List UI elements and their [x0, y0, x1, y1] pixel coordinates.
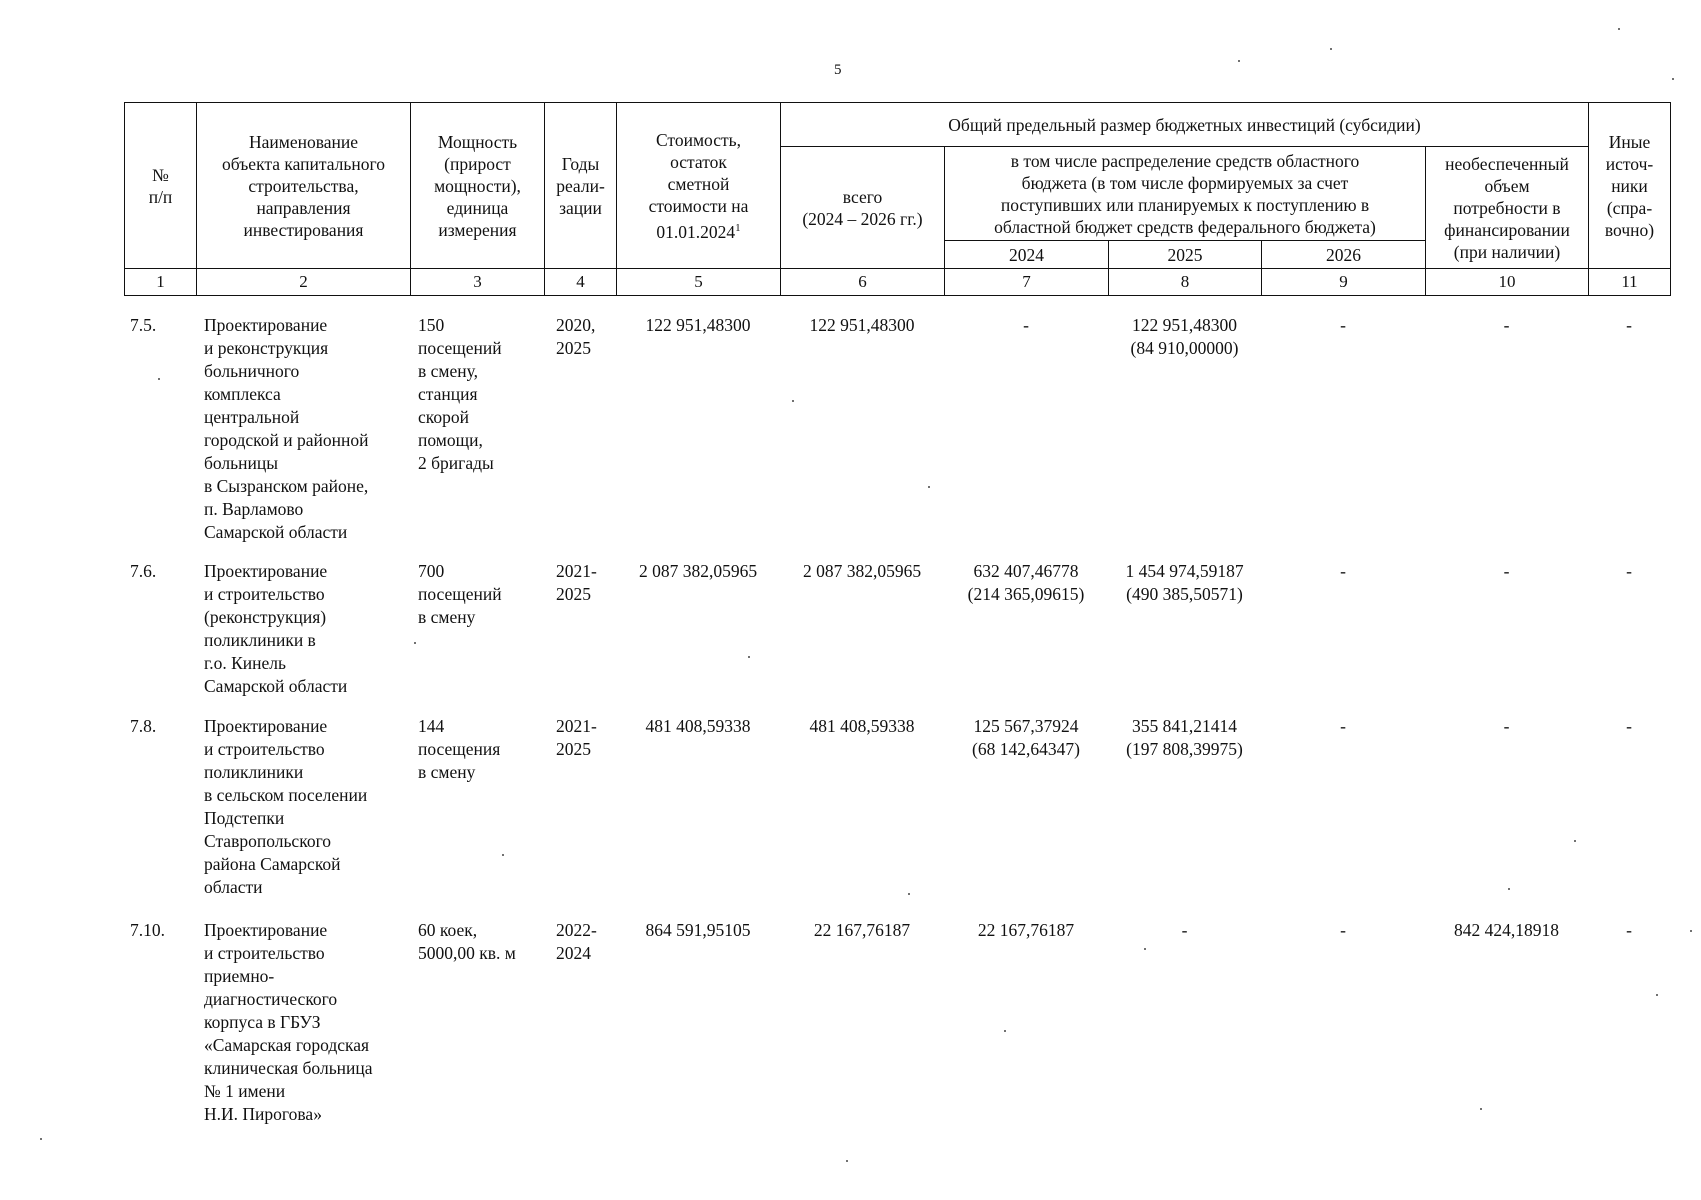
cell-name-line: Подстепки: [204, 808, 285, 828]
cell-name-line: больничного: [204, 361, 300, 381]
header-line: инвестирования: [243, 219, 364, 240]
table-row: [124, 560, 1670, 715]
cell-name: [196, 715, 410, 919]
cell-cost-line: 864 591,95105: [645, 920, 751, 940]
cell-other: [1588, 560, 1670, 715]
header-line: №: [152, 164, 169, 185]
header-line: потребности в: [1453, 197, 1561, 218]
cell-capacity: [410, 919, 544, 1149]
cell-2025: [1108, 715, 1261, 919]
header-line: в том числе распределение средств областного: [1010, 150, 1360, 171]
cell-2025-line: (490 385,50571): [1126, 584, 1243, 604]
header-line: объекта капитального: [222, 153, 385, 174]
cell-name-line: и строительство: [204, 943, 325, 963]
cell-total-line: 2 087 382,05965: [802, 561, 922, 581]
cell-2024-line: 22 167,76187: [977, 920, 1075, 940]
cell-name-line: и строительство: [204, 584, 325, 604]
header-line: реали-: [556, 175, 605, 196]
header-line: (прирост: [444, 153, 511, 174]
cell-2026: [1261, 715, 1425, 919]
cell-2025-line: (197 808,39975): [1126, 739, 1243, 759]
cell-num-line: 7.5.: [130, 315, 157, 335]
table-row: [124, 715, 1670, 919]
cell-total: [780, 715, 944, 919]
cell-capacity-line: 5000,00 кв. м: [418, 943, 516, 963]
cell-other-line: -: [1626, 716, 1632, 736]
cell-capacity-line: 150: [418, 315, 445, 335]
cell-years: [544, 919, 616, 1149]
cell-capacity-line: посещений: [418, 338, 502, 358]
cell-unsecured-line: -: [1503, 716, 1510, 736]
cell-capacity-line: 700: [418, 561, 445, 581]
cell-num: [124, 715, 196, 919]
header-line: сметной: [667, 173, 730, 194]
cell-unsecured: [1425, 715, 1588, 919]
cell-cost: [616, 314, 780, 560]
header-group-title: Общий предельный размер бюджетных инвестиций (субсидии): [781, 103, 1589, 147]
cell-2024-line: -: [1023, 315, 1029, 335]
header-capacity: [411, 103, 545, 269]
cell-years: [544, 715, 616, 919]
header-line: 01.01.2024$^1$: [656, 221, 741, 242]
header-line: остаток: [670, 151, 727, 172]
cell-2024: [944, 560, 1108, 715]
header-years: [545, 103, 617, 269]
cell-name-line: городской и районной: [204, 430, 369, 450]
cell-2026-line: -: [1340, 315, 1346, 335]
header-line: (спра-: [1606, 197, 1653, 218]
cell-2026: [1261, 560, 1425, 715]
cell-unsecured: [1425, 919, 1588, 1149]
cell-cost-line: 481 408,59338: [645, 716, 751, 736]
cell-name-line: Самарской области: [204, 676, 348, 696]
header-year-2024: 2024: [945, 241, 1109, 269]
cell-2026-line: -: [1340, 920, 1346, 940]
cell-name-line: Проектирование: [204, 920, 328, 940]
cell-cost: [616, 715, 780, 919]
cell-2025-line: -: [1181, 920, 1188, 940]
cell-name-line: приемно-: [204, 966, 275, 986]
cell-2024-line: 125 567,37924: [973, 716, 1079, 736]
header-line: мощности),: [434, 175, 521, 196]
cell-num-line: 7.10.: [130, 920, 165, 940]
header-cost: [617, 103, 781, 269]
cell-capacity: [410, 560, 544, 715]
cell-total: [780, 560, 944, 715]
cell-2025-line: 355 841,21414: [1132, 716, 1237, 736]
cell-capacity-line: в смену: [418, 607, 476, 627]
cell-other: [1588, 919, 1670, 1149]
cell-capacity: [410, 715, 544, 919]
header-line: п/п: [148, 186, 173, 207]
table-row: [124, 919, 1670, 1149]
cell-name: [196, 919, 410, 1149]
cell-2024-line: (214 365,09615): [967, 584, 1085, 604]
cell-name-line: и строительство: [204, 739, 325, 759]
header-line: единица: [446, 197, 509, 218]
cell-name-line: диагностического: [204, 989, 338, 1009]
header-name: [197, 103, 411, 269]
cell-capacity-line: скорой: [418, 407, 469, 427]
cell-name-line: центральной: [204, 407, 300, 427]
cell-total-line: 122 951,48300: [809, 315, 915, 335]
cell-cost-line: 2 087 382,05965: [638, 561, 758, 581]
header-line: областной бюджет средств федерального бюджета): [994, 216, 1376, 237]
cell-name-line: и реконструкция: [204, 338, 329, 358]
cell-2024: [944, 919, 1108, 1149]
cell-name-line: области: [204, 877, 263, 897]
column-number: 3: [411, 269, 545, 296]
cell-total: [780, 919, 944, 1149]
cell-name-line: п. Варламово: [204, 499, 304, 519]
cell-2024: [944, 715, 1108, 919]
header-line: (2024 – 2026 гг.): [802, 208, 923, 229]
page-number: 5: [834, 62, 842, 78]
cell-num: [124, 919, 196, 1149]
cell-2025: [1108, 560, 1261, 715]
header-num: [125, 103, 197, 269]
cell-2026: [1261, 919, 1425, 1149]
cell-num: [124, 560, 196, 715]
cell-unsecured-line: 842 424,18918: [1454, 920, 1559, 940]
cell-name-line: Проектирование: [204, 561, 328, 581]
cell-cost: [616, 919, 780, 1149]
header-line: строительства,: [248, 175, 359, 196]
cell-years-line: 2021-: [556, 716, 597, 736]
cell-capacity: [410, 314, 544, 560]
cell-2025-line: (84 910,00000): [1130, 338, 1239, 358]
column-number: 6: [781, 269, 945, 296]
cell-other-line: -: [1626, 315, 1632, 335]
cell-name-line: поликлиники: [204, 762, 304, 782]
cell-capacity-line: 2 бригады: [418, 453, 494, 473]
header-line: Мощность: [437, 131, 518, 152]
header-line: бюджета (в том числе формируемых за счет: [1021, 172, 1349, 193]
cell-2025-line: 122 951,48300: [1132, 315, 1237, 335]
cell-unsecured-line: -: [1503, 561, 1510, 581]
cell-name-line: (реконструкция): [204, 607, 327, 627]
cell-years-line: 2025: [556, 338, 591, 358]
header-line: источ-: [1605, 153, 1654, 174]
cell-name-line: Самарской области: [204, 522, 348, 542]
cell-name-line: Н.И. Пирогова»: [204, 1104, 322, 1124]
cell-2026-line: -: [1340, 716, 1346, 736]
cell-years: [544, 314, 616, 560]
cell-name-line: комплекса: [204, 384, 281, 404]
cell-unsecured: [1425, 560, 1588, 715]
cell-name-line: «Самарская городская: [204, 1035, 370, 1055]
header-distribution: [945, 147, 1426, 241]
column-number: 10: [1426, 269, 1589, 296]
cell-cost: [616, 560, 780, 715]
cell-name: [196, 560, 410, 715]
cell-other: [1588, 314, 1670, 560]
cell-unsecured: [1425, 314, 1588, 560]
column-number: 7: [945, 269, 1109, 296]
cell-num-line: 7.8.: [130, 716, 157, 736]
cell-years-line: 2025: [556, 584, 591, 604]
column-number: 1: [125, 269, 197, 296]
cell-years-line: 2021-: [556, 561, 597, 581]
cell-other: [1588, 715, 1670, 919]
cell-cost-line: 122 951,48300: [645, 315, 751, 335]
header-line: измерения: [438, 219, 517, 240]
cell-years-line: 2020,: [556, 315, 596, 335]
header-line: всего: [842, 186, 883, 207]
cell-total-line: 481 408,59338: [809, 716, 915, 736]
cell-capacity-line: 60 коек,: [418, 920, 478, 940]
cell-name-line: больницы: [204, 453, 278, 473]
cell-name-line: корпуса в ГБУЗ: [204, 1012, 321, 1032]
header-year-2026: 2026: [1262, 241, 1426, 269]
cell-total-line: 22 167,76187: [813, 920, 911, 940]
header-line: Наименование: [248, 131, 359, 152]
column-number: 9: [1262, 269, 1426, 296]
cell-other-line: -: [1626, 920, 1632, 940]
cell-capacity-line: в смену: [418, 762, 476, 782]
cell-2026-line: -: [1340, 561, 1346, 581]
column-number: 11: [1589, 269, 1671, 296]
cell-name-line: в сельском поселении: [204, 785, 368, 805]
cell-2025-line: 1 454 974,59187: [1125, 561, 1244, 581]
cell-2024-line: 632 407,46778: [973, 561, 1079, 581]
header-line: поступивших или планируемых к поступлению в: [1000, 194, 1370, 215]
header-line: Стоимость,: [655, 129, 741, 150]
header-line: необеспеченный: [1445, 153, 1569, 174]
cell-name: [196, 314, 410, 560]
header-line: объем: [1484, 175, 1530, 196]
column-number: 5: [617, 269, 781, 296]
cell-capacity-line: 144: [418, 716, 445, 736]
table-body: [124, 314, 1670, 1149]
cell-capacity-line: посещений: [418, 584, 502, 604]
cell-name-line: района Самарской: [204, 854, 341, 874]
cell-name-line: Ставропольского: [204, 831, 332, 851]
cell-unsecured-line: -: [1503, 315, 1510, 335]
header-line: Иные: [1608, 131, 1651, 152]
header-line: вочно): [1604, 219, 1655, 240]
cell-total: [780, 314, 944, 560]
table-row: [124, 314, 1670, 560]
cell-2025: [1108, 919, 1261, 1149]
cell-years-line: 2022-: [556, 920, 597, 940]
cell-name-line: в Сызранском районе,: [204, 476, 369, 496]
column-number-row: [125, 269, 1671, 296]
cell-years-line: 2025: [556, 739, 591, 759]
cell-name-line: поликлиники в: [204, 630, 316, 650]
cell-num-line: 7.6.: [130, 561, 157, 581]
header-line: стоимости на: [648, 195, 749, 216]
header-line: финансировании: [1444, 219, 1570, 240]
cell-name-line: Проектирование: [204, 315, 328, 335]
cell-2025: [1108, 314, 1261, 560]
header-line: зации: [559, 197, 602, 218]
cell-capacity-line: в смену,: [418, 361, 478, 381]
header-line: направления: [256, 197, 351, 218]
cell-2026: [1261, 314, 1425, 560]
cell-years: [544, 560, 616, 715]
table-header: [124, 102, 1671, 296]
cell-num: [124, 314, 196, 560]
cell-2024: [944, 314, 1108, 560]
column-number: 2: [197, 269, 411, 296]
cell-capacity-line: помощи,: [418, 430, 483, 450]
header-line: Годы: [561, 153, 600, 174]
header-line: ники: [1611, 175, 1648, 196]
cell-capacity-line: посещения: [418, 739, 501, 759]
header-year-2025: 2025: [1109, 241, 1262, 269]
header-other: [1589, 103, 1671, 269]
footnote-marker: 1: [735, 221, 741, 234]
cell-name-line: клиническая больница: [204, 1058, 373, 1078]
cell-name-line: Проектирование: [204, 716, 328, 736]
cell-name-line: № 1 имени: [204, 1081, 286, 1101]
header-unsecured: [1426, 147, 1589, 269]
cell-other-line: -: [1626, 561, 1632, 581]
cell-capacity-line: станция: [418, 384, 478, 404]
column-number: 4: [545, 269, 617, 296]
column-number: 8: [1109, 269, 1262, 296]
cell-years-line: 2024: [556, 943, 591, 963]
cell-name-line: г.о. Кинель: [204, 653, 286, 673]
header-line: (при наличии): [1453, 241, 1561, 262]
cell-2024-line: (68 142,64347): [972, 739, 1080, 759]
header-total: [781, 147, 945, 269]
